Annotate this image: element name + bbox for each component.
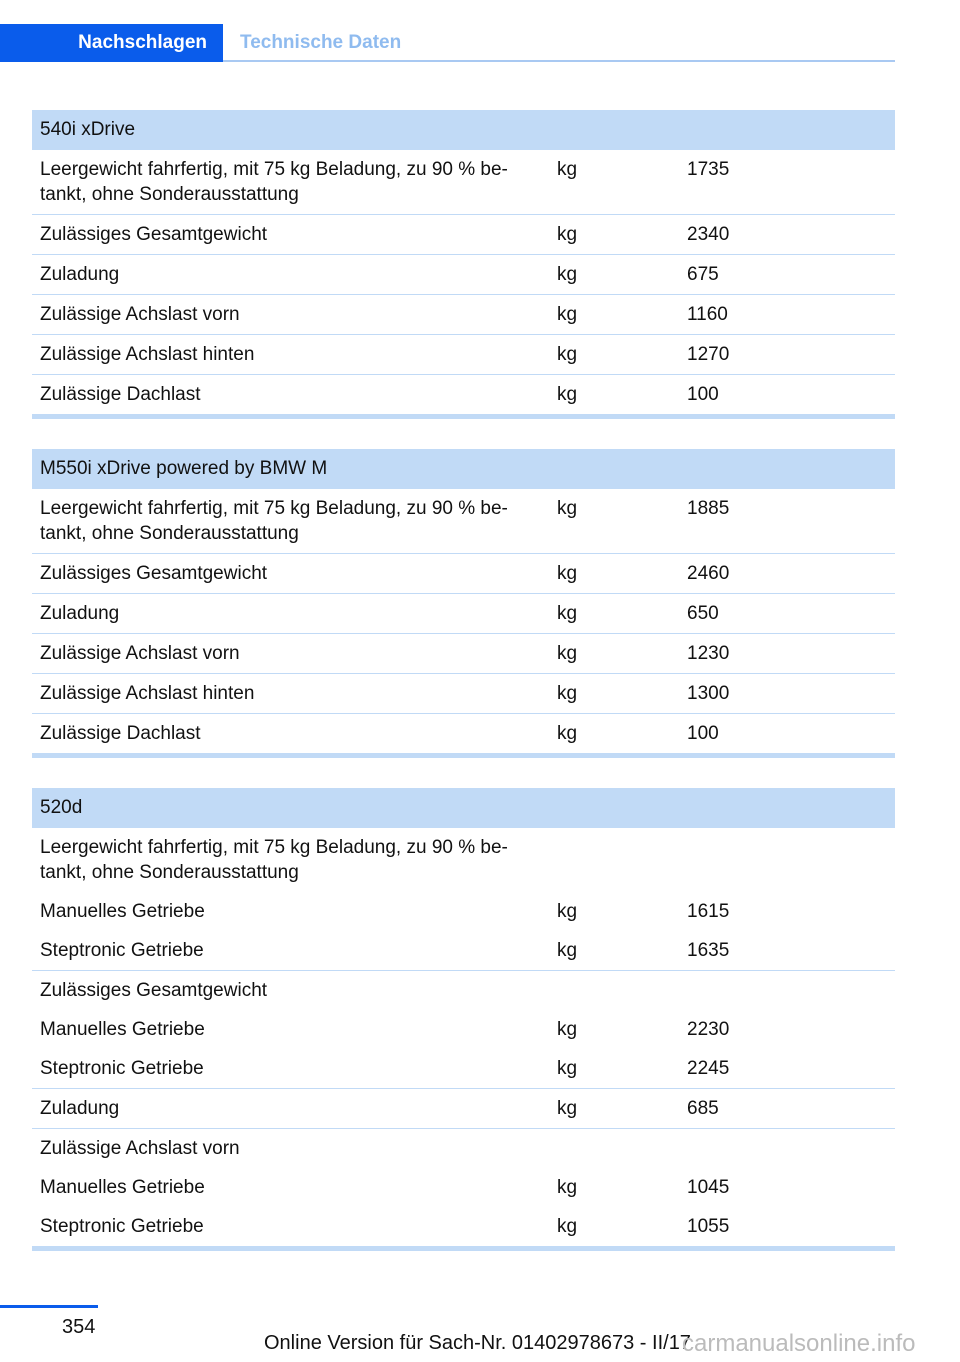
row-unit [549,978,679,1003]
row-unit: kg [557,901,578,922]
table-row [32,1207,895,1246]
footer-text: Online Version für Sach-Nr. 01402978673 - II/17 [264,1332,691,1354]
row-label: Leergewicht fahrfertig, mit 75 kg Beladung, zu 90 % be- tankt, ohne Sonderausstattung [40,159,508,205]
table-row [32,971,895,1010]
row-value: 1230 [687,643,730,664]
row-unit: kg [557,224,578,245]
table-row [32,215,895,255]
table-row [32,931,895,971]
row-label: Steptronic Getriebe [40,1058,204,1079]
row-unit: kg [557,384,578,405]
row-label: Zulässige Achslast hinten [40,683,255,704]
table-520d [32,788,895,1251]
row-unit [549,835,679,885]
table-row [32,295,895,335]
row-unit: kg [557,603,578,624]
table-row [32,594,895,634]
row-unit: kg [557,1177,578,1198]
row-label: Steptronic Getriebe [40,1216,204,1237]
table-540i-xdrive [32,110,895,419]
row-unit: kg [557,159,578,180]
row-label: Zulässige Achslast hinten [40,344,255,365]
row-label: Leergewicht fahrfertig, mit 75 kg Beladung, zu 90 % be- tankt, ohne Sonderausstattung [40,837,508,883]
table-row [32,1049,895,1089]
table-row [32,150,895,215]
table-row [32,1010,895,1049]
table-row [32,674,895,714]
row-label: Zuladung [40,1098,120,1119]
table-row [32,335,895,375]
table-row [32,634,895,674]
row-unit: kg [557,1058,578,1079]
row-value: 1735 [687,159,730,180]
row-value: 2230 [687,1019,730,1040]
row-unit: kg [557,304,578,325]
row-value [679,978,895,1003]
row-value: 1270 [687,344,730,365]
row-label: Steptronic Getriebe [40,940,204,961]
row-value: 1300 [687,683,730,704]
row-label: Zulässige Achslast vorn [40,643,240,664]
row-value: 2460 [687,563,730,584]
row-label: Zuladung [40,603,120,624]
row-label: Zulässiges Gesamtgewicht [40,980,268,1001]
table-row [32,554,895,594]
row-unit: kg [557,563,578,584]
header-tabs [0,24,895,62]
row-label: Zulässiges Gesamtgewicht [40,563,268,584]
table-row [32,714,895,753]
row-value: 650 [687,603,719,624]
row-label: Zulässige Dachlast [40,384,201,405]
row-value: 1635 [687,940,730,961]
table-row [32,1168,895,1207]
table-header: M550i xDrive powered by BMW M [32,449,895,489]
table-row [32,828,895,892]
row-value: 1160 [687,304,728,325]
table-row [32,255,895,295]
row-value: 1885 [687,498,730,519]
row-unit [549,1136,679,1161]
row-label: Zulässige Achslast vorn [40,304,240,325]
row-unit: kg [557,344,578,365]
row-unit: kg [557,940,578,961]
table-m550i-xdrive [32,449,895,758]
table-row [32,892,895,931]
row-unit: kg [557,264,578,285]
row-value: 2340 [687,224,730,245]
row-value: 1055 [687,1216,730,1237]
tab-technische-daten[interactable]: Technische Daten [240,32,402,53]
row-value: 685 [687,1098,719,1119]
row-unit: kg [557,1098,578,1119]
row-label: Manuelles Getriebe [40,1177,205,1198]
watermark: carmanualsonline.info [682,1330,916,1357]
row-unit: kg [557,1019,578,1040]
row-value: 2245 [687,1058,730,1079]
table-row [32,1129,895,1168]
page-number-rule [0,1305,98,1308]
row-unit: kg [557,683,578,704]
row-label: Zulässige Dachlast [40,723,201,744]
row-unit: kg [557,498,578,519]
table-row [32,375,895,414]
table-row [32,1089,895,1129]
row-label: Leergewicht fahrfertig, mit 75 kg Beladung, zu 90 % be- tankt, ohne Sonderausstattung [40,498,508,544]
tab-nachschlagen[interactable]: Nachschlagen [0,24,223,62]
row-value [679,835,895,885]
row-label: Zuladung [40,264,120,285]
row-unit: kg [557,1216,578,1237]
row-value: 675 [687,264,719,285]
row-value: 100 [687,384,719,405]
row-unit: kg [557,723,578,744]
table-header: 540i xDrive [32,110,895,150]
row-label: Manuelles Getriebe [40,1019,205,1040]
row-value: 1615 [687,901,730,922]
row-value [679,1136,895,1161]
page-number: 354 [62,1316,96,1338]
row-unit: kg [557,643,578,664]
table-header: 520d [32,788,895,828]
row-label: Zulässige Achslast vorn [40,1138,240,1159]
row-value: 100 [687,723,719,744]
row-value: 1045 [687,1177,730,1198]
table-row [32,489,895,554]
row-label: Zulässiges Gesamtgewicht [40,224,268,245]
row-label: Manuelles Getriebe [40,901,205,922]
